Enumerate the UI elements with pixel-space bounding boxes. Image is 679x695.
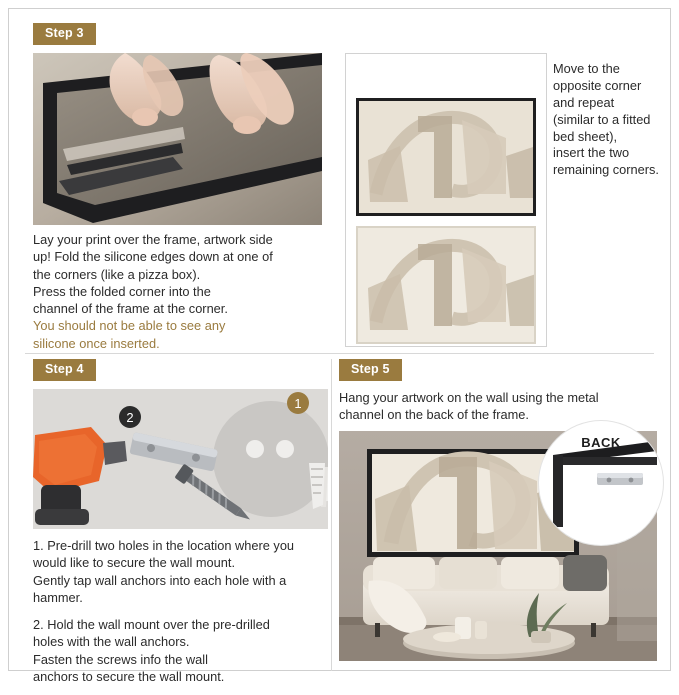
- step-4-p2-line-3: Fasten the screws info the wall: [33, 651, 208, 667]
- step-3-line-2: up! Fold the silicone edges down at one of: [33, 249, 273, 265]
- step-3-artwork-thumb-bottom: [356, 226, 536, 344]
- step-3-line-1: Lay your print over the frame, artwork side: [33, 232, 273, 247]
- step-5-back-detail-circle: [539, 421, 663, 545]
- step-3-side-note: [553, 61, 671, 179]
- artwork-abstract-bottom: [356, 226, 536, 344]
- section-step-5: [339, 359, 665, 671]
- step-5-line-2: channel on the back of the frame.: [339, 407, 529, 423]
- step-4-photo-drill-and-anchor: [33, 389, 328, 529]
- step-3-illustration: [33, 53, 322, 225]
- step-4-p1-line-4: hammer.: [33, 589, 83, 605]
- step-3-warning-line-1: You should not be able to see any: [33, 318, 226, 334]
- step-4-illustration: [33, 389, 328, 529]
- step-3-side-line-6: insert the two: [553, 145, 630, 161]
- step-4-p1-line-1: 1. Pre-drill two holes in the location where you: [33, 538, 295, 553]
- step-4-p1-line-3: Gently tap wall anchors into each hole with a: [33, 572, 287, 588]
- back-label: BACK: [581, 435, 621, 450]
- step-3-line-3: the corners (like a pizza box).: [33, 266, 201, 282]
- step-5-instructions: [339, 389, 659, 424]
- step-4-badge-wrap: [33, 359, 96, 381]
- artwork-abstract-top: [356, 98, 536, 216]
- step-4-p1-line-2: would like to secure the wall mount.: [33, 555, 236, 571]
- step-3-badge: Step 3: [33, 23, 96, 45]
- section-step-3: [25, 23, 665, 353]
- vertical-divider: [331, 359, 332, 671]
- step-4-badge: Step 4: [33, 359, 96, 381]
- step-3-instructions: [33, 231, 333, 352]
- step-3-side-line-2: opposite corner: [553, 77, 642, 93]
- step-3-side-line-1: Move to the: [553, 61, 620, 76]
- step-5-line-1: Hang your artwork on the wall using the metal: [339, 390, 599, 405]
- step-3-side-line-5: bed sheet),: [553, 128, 618, 144]
- step-5-badge: Step 5: [339, 359, 402, 381]
- step-3-line-5: channel of the frame at the corner.: [33, 301, 228, 317]
- svg-text:1: 1: [294, 396, 302, 411]
- step-3-artwork-thumb-top: [356, 98, 536, 216]
- step-3-photo-folding-print: [33, 53, 322, 225]
- step-3-side-line-4: (similar to a fitted: [553, 111, 651, 127]
- step-3-side-line-3: and repeat: [553, 94, 615, 110]
- step-3-badge-wrap: [33, 23, 96, 45]
- step-4-paragraph-1: [33, 537, 333, 606]
- horizontal-divider: [25, 353, 654, 354]
- step-4-p2-line-1: 2. Hold the wall mount over the pre-drilled: [33, 617, 270, 633]
- svg-text:2: 2: [126, 410, 134, 425]
- step-4-p2-line-4: anchors to secure the wall mount.: [33, 668, 225, 684]
- step-5-badge-wrap: [339, 359, 402, 381]
- frame-back-channel-illustration: [539, 421, 663, 545]
- step-3-side-line-7: remaining corners.: [553, 162, 659, 178]
- sheet-border: [8, 8, 671, 684]
- step-4-p2-line-2: holes with the wall anchors.: [33, 634, 190, 650]
- step-4-paragraph-2: [33, 616, 333, 685]
- step-3-panel: [345, 53, 547, 347]
- section-step-4: [25, 359, 335, 684]
- step-3-line-4: Press the folded corner into the: [33, 283, 211, 299]
- step-3-warning-line-2: silicone once inserted.: [33, 335, 160, 351]
- step-4-instructions: [33, 537, 333, 695]
